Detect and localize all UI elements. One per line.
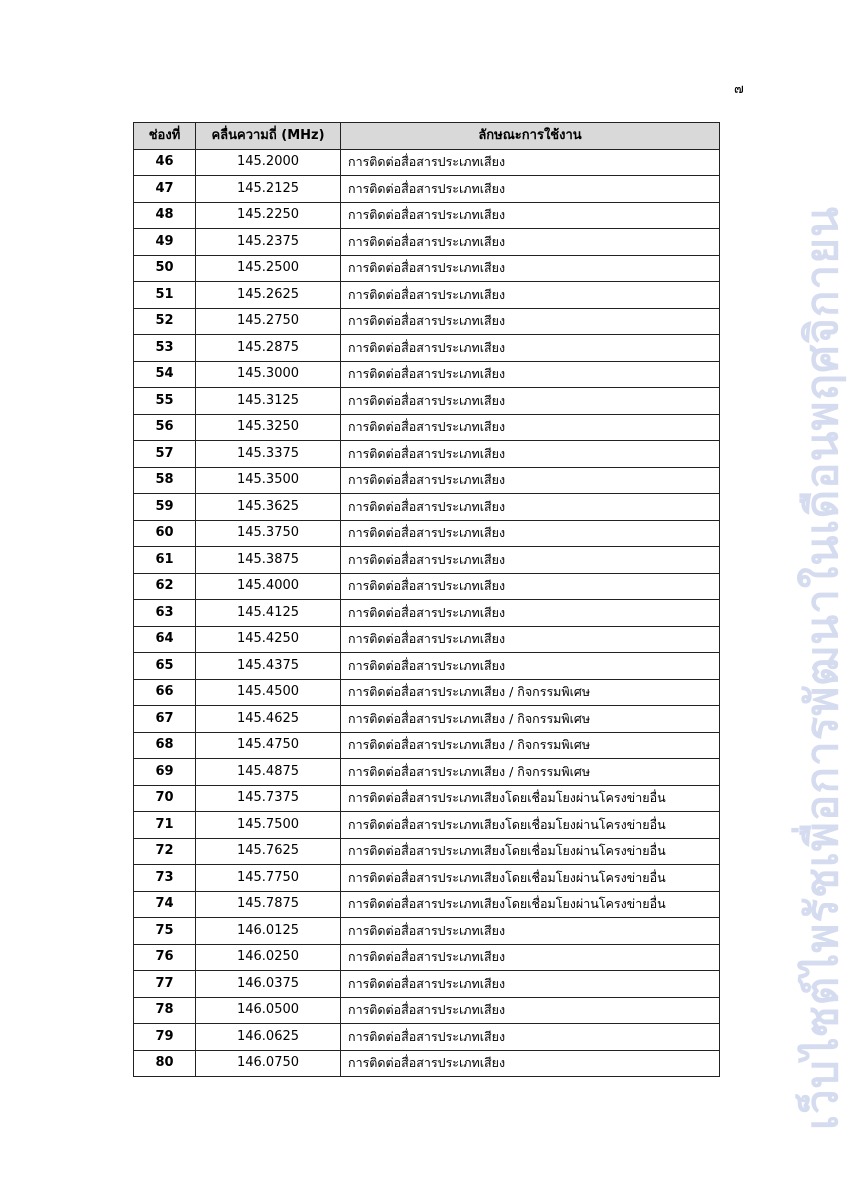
table-row <box>134 361 720 388</box>
frequency-cell: 145.2250 <box>196 202 341 229</box>
channel-cell: 70 <box>134 785 196 812</box>
table-row <box>134 441 720 468</box>
usage-cell: การติดต่อสื่อสารประเภทเสียง <box>341 176 720 203</box>
table-row <box>134 467 720 494</box>
frequency-cell: 145.2875 <box>196 335 341 362</box>
frequency-cell: 145.4375 <box>196 653 341 680</box>
usage-cell: การติดต่อสื่อสารประเภทเสียงโดยเชื่อมโยงผ่านโครงข่ายอื่น <box>341 785 720 812</box>
usage-cell: การติดต่อสื่อสารประเภทเสียง <box>341 441 720 468</box>
table-row <box>134 838 720 865</box>
table-row <box>134 600 720 627</box>
usage-cell: การติดต่อสื่อสารประเภทเสียง <box>341 626 720 653</box>
header-usage: ลักษณะการใช้งาน <box>341 123 720 150</box>
table-row <box>134 229 720 256</box>
usage-cell: การติดต่อสื่อสารประเภทเสียง <box>341 997 720 1024</box>
usage-cell: การติดต่อสื่อสารประเภทเสียง <box>341 520 720 547</box>
usage-cell: การติดต่อสื่อสารประเภทเสียง <box>341 388 720 415</box>
channel-cell: 65 <box>134 653 196 680</box>
frequency-cell: 145.2375 <box>196 229 341 256</box>
channel-cell: 75 <box>134 918 196 945</box>
usage-cell: การติดต่อสื่อสารประเภทเสียงโดยเชื่อมโยงผ่านโครงข่ายอื่น <box>341 865 720 892</box>
channel-cell: 46 <box>134 149 196 176</box>
table-row <box>134 388 720 415</box>
table-row <box>134 520 720 547</box>
table-row <box>134 494 720 521</box>
table-row <box>134 202 720 229</box>
channel-cell: 63 <box>134 600 196 627</box>
table-row <box>134 944 720 971</box>
channel-cell: 68 <box>134 732 196 759</box>
channel-cell: 71 <box>134 812 196 839</box>
frequency-cell: 145.2125 <box>196 176 341 203</box>
frequency-cell: 145.3625 <box>196 494 341 521</box>
usage-cell: การติดต่อสื่อสารประเภทเสียง <box>341 149 720 176</box>
frequency-cell: 145.3500 <box>196 467 341 494</box>
usage-cell: การติดต่อสื่อสารประเภทเสียง <box>341 335 720 362</box>
frequency-cell: 145.4875 <box>196 759 341 786</box>
table-row <box>134 149 720 176</box>
usage-cell: การติดต่อสื่อสารประเภทเสียง / กิจกรรมพิเศษ <box>341 679 720 706</box>
table-row <box>134 573 720 600</box>
table-row <box>134 1050 720 1077</box>
frequency-cell: 146.0750 <box>196 1050 341 1077</box>
channel-cell: 58 <box>134 467 196 494</box>
table-row <box>134 918 720 945</box>
frequency-cell: 146.0125 <box>196 918 341 945</box>
channel-cell: 49 <box>134 229 196 256</box>
usage-cell: การติดต่อสื่อสารประเภทเสียง <box>341 1050 720 1077</box>
channel-cell: 67 <box>134 706 196 733</box>
usage-cell: การติดต่อสื่อสารประเภทเสียงโดยเชื่อมโยงผ่านโครงข่ายอื่น <box>341 812 720 839</box>
frequency-cell: 145.4250 <box>196 626 341 653</box>
channel-cell: 66 <box>134 679 196 706</box>
usage-cell: การติดต่อสื่อสารประเภทเสียง <box>341 308 720 335</box>
frequency-cell: 145.3000 <box>196 361 341 388</box>
frequency-cell: 145.4125 <box>196 600 341 627</box>
usage-cell: การติดต่อสื่อสารประเภทเสียงโดยเชื่อมโยงผ่านโครงข่ายอื่น <box>341 891 720 918</box>
channel-cell: 64 <box>134 626 196 653</box>
usage-cell: การติดต่อสื่อสารประเภทเสียง <box>341 918 720 945</box>
frequency-cell: 146.0250 <box>196 944 341 971</box>
table-row <box>134 812 720 839</box>
table-row <box>134 785 720 812</box>
frequency-cell: 145.2000 <box>196 149 341 176</box>
frequency-cell: 145.7500 <box>196 812 341 839</box>
table-row <box>134 626 720 653</box>
table-row <box>134 732 720 759</box>
usage-cell: การติดต่อสื่อสารประเภทเสียง <box>341 573 720 600</box>
frequency-cell: 145.4500 <box>196 679 341 706</box>
table-row <box>134 255 720 282</box>
table-row <box>134 653 720 680</box>
frequency-cell: 145.2750 <box>196 308 341 335</box>
channel-cell: 78 <box>134 997 196 1024</box>
usage-cell: การติดต่อสื่อสารประเภทเสียง <box>341 971 720 998</box>
channel-cell: 61 <box>134 547 196 574</box>
frequency-cell: 145.4750 <box>196 732 341 759</box>
usage-cell: การติดต่อสื่อสารประเภทเสียง <box>341 467 720 494</box>
channel-cell: 62 <box>134 573 196 600</box>
channel-cell: 55 <box>134 388 196 415</box>
usage-cell: การติดต่อสื่อสารประเภทเสียง <box>341 361 720 388</box>
channel-cell: 60 <box>134 520 196 547</box>
usage-cell: การติดต่อสื่อสารประเภทเสียง <box>341 1024 720 1051</box>
frequency-cell: 145.3875 <box>196 547 341 574</box>
frequency-cell: 145.4000 <box>196 573 341 600</box>
table-row <box>134 176 720 203</box>
frequency-cell: 146.0375 <box>196 971 341 998</box>
usage-cell: การติดต่อสื่อสารประเภทเสียง <box>341 229 720 256</box>
frequency-cell: 145.3750 <box>196 520 341 547</box>
frequency-cell: 145.4625 <box>196 706 341 733</box>
table-row <box>134 891 720 918</box>
frequency-cell: 145.7625 <box>196 838 341 865</box>
frequency-cell: 145.2500 <box>196 255 341 282</box>
frequency-cell: 145.2625 <box>196 282 341 309</box>
header-frequency: คลื่นความถี่ (MHz) <box>196 123 341 150</box>
frequency-table <box>133 122 720 1077</box>
table-header-row <box>134 123 720 150</box>
channel-cell: 76 <box>134 944 196 971</box>
frequency-cell: 145.7375 <box>196 785 341 812</box>
frequency-cell: 145.3375 <box>196 441 341 468</box>
channel-cell: 56 <box>134 414 196 441</box>
table-row <box>134 1024 720 1051</box>
channel-cell: 72 <box>134 838 196 865</box>
usage-cell: การติดต่อสื่อสารประเภทเสียง <box>341 414 720 441</box>
table-row <box>134 706 720 733</box>
table-row <box>134 865 720 892</box>
channel-cell: 48 <box>134 202 196 229</box>
table-row <box>134 335 720 362</box>
frequency-cell: 146.0625 <box>196 1024 341 1051</box>
header-channel: ช่องที่ <box>134 123 196 150</box>
channel-cell: 79 <box>134 1024 196 1051</box>
table-row <box>134 414 720 441</box>
channel-cell: 52 <box>134 308 196 335</box>
usage-cell: การติดต่อสื่อสารประเภทเสียง <box>341 494 720 521</box>
table-body <box>134 149 720 1077</box>
channel-cell: 51 <box>134 282 196 309</box>
usage-cell: การติดต่อสื่อสารประเภทเสียง / กิจกรรมพิเศษ <box>341 706 720 733</box>
frequency-cell: 146.0500 <box>196 997 341 1024</box>
usage-cell: การติดต่อสื่อสารประเภทเสียง <box>341 547 720 574</box>
usage-cell: การติดต่อสื่อสารประเภทเสียง / กิจกรรมพิเศษ <box>341 732 720 759</box>
usage-cell: การติดต่อสื่อสารประเภทเสียง <box>341 202 720 229</box>
usage-cell: การติดต่อสื่อสารประเภทเสียง <box>341 944 720 971</box>
channel-cell: 80 <box>134 1050 196 1077</box>
channel-cell: 73 <box>134 865 196 892</box>
usage-cell: การติดต่อสื่อสารประเภทเสียง <box>341 282 720 309</box>
channel-cell: 57 <box>134 441 196 468</box>
channel-cell: 53 <box>134 335 196 362</box>
channel-cell: 47 <box>134 176 196 203</box>
table-row <box>134 547 720 574</box>
frequency-cell: 145.3250 <box>196 414 341 441</box>
channel-cell: 54 <box>134 361 196 388</box>
channel-cell: 77 <box>134 971 196 998</box>
channel-cell: 50 <box>134 255 196 282</box>
table-row <box>134 679 720 706</box>
frequency-cell: 145.7750 <box>196 865 341 892</box>
table-row <box>134 971 720 998</box>
table-row <box>134 282 720 309</box>
usage-cell: การติดต่อสื่อสารประเภทเสียง <box>341 653 720 680</box>
usage-cell: การติดต่อสื่อสารประเภทเสียง / กิจกรรมพิเศษ <box>341 759 720 786</box>
frequency-cell: 145.7875 <box>196 891 341 918</box>
channel-cell: 69 <box>134 759 196 786</box>
channel-cell: 59 <box>134 494 196 521</box>
frequency-cell: 145.3125 <box>196 388 341 415</box>
usage-cell: การติดต่อสื่อสารประเภทเสียง <box>341 600 720 627</box>
table-row <box>134 997 720 1024</box>
table-row <box>134 308 720 335</box>
watermark: เว็บไซต์ไพรัชเพื่อการพัฒนาในเดือนพฤศจิกายน <box>798 205 847 1130</box>
channel-cell: 74 <box>134 891 196 918</box>
table-row <box>134 759 720 786</box>
usage-cell: การติดต่อสื่อสารประเภทเสียง <box>341 255 720 282</box>
page-number: ๗ <box>734 82 744 97</box>
usage-cell: การติดต่อสื่อสารประเภทเสียงโดยเชื่อมโยงผ่านโครงข่ายอื่น <box>341 838 720 865</box>
